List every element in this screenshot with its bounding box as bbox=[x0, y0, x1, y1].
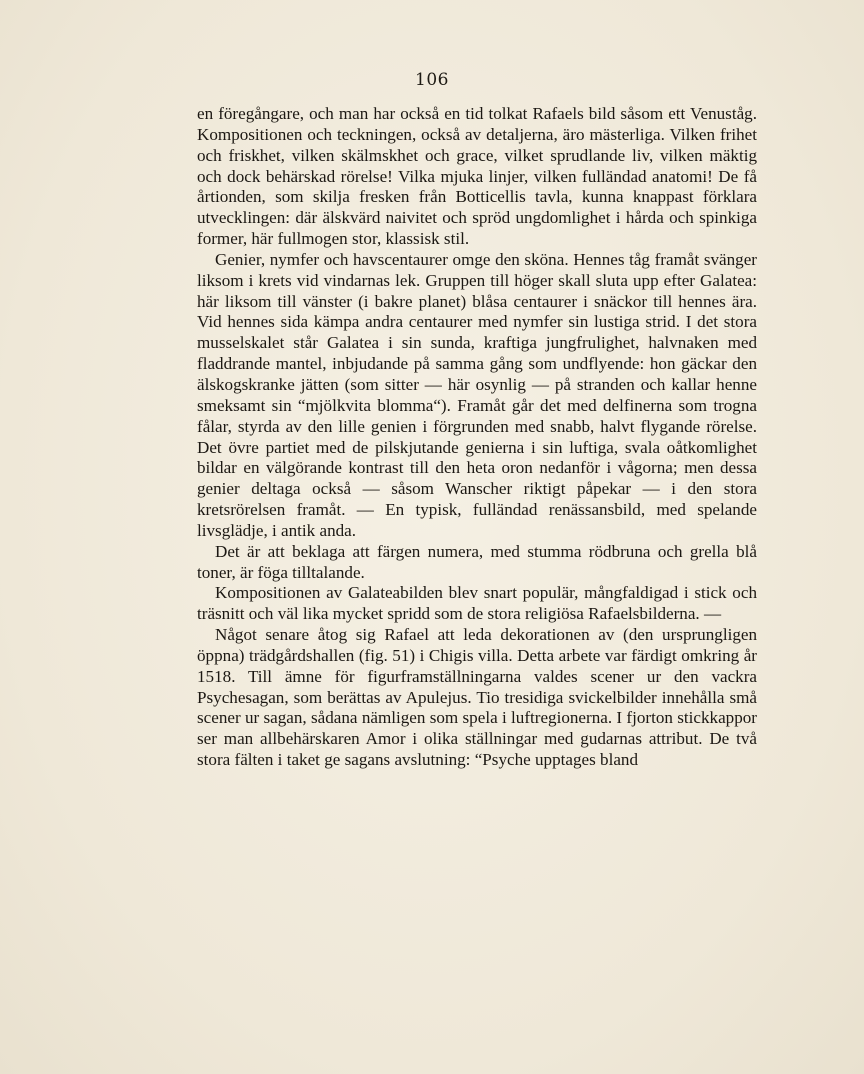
paragraph-3: Det är att beklaga att färgen numera, med stumma rödbruna och grella blå toner, är föga tilltalande. bbox=[197, 541, 757, 582]
body-text bbox=[197, 104, 757, 771]
paragraph-5: Något senare åtog sig Rafael att leda dekorationen av (den ursprungligen öppna) trädgårdshallen (fig. 51) i Chigis villa. Detta arbete var färdigt omkring år 1518. Till ämne för figurframställningarna valdes scener ur den vackra Psychesagan, som berättas av Apulejus. Tio tresidiga svickelbilder innehålla små scener ur sagan, sådana nämligen som spela i luftregionerna. I fjorton stickkappor ser man allbehärskaren Amor i olika ställningar med gudarnas attribut. De två stora fälten i taket ge sagans avslutning: “Psyche upptages bland bbox=[197, 625, 757, 770]
paragraph-4: Kompositionen av Galateabilden blev snart populär, mångfaldigad i stick och träsnitt och väl lika mycket spridd som de stora religiösa Rafaelsbilderna. — bbox=[197, 583, 757, 624]
page-number: 106 bbox=[415, 70, 449, 90]
paragraph-1: en föregångare, och man har också en tid tolkat Rafaels bild såsom ett Venuståg. Kompositionen och teckningen, också av detaljerna, äro mästerliga. Vilken frihet och friskhet, vilken skälmskhet och grace, vilket sprudlande liv, vilken mäktig och dock behärskad rörelse! Vilka mjuka linjer, vilken fulländad anatomi! De få årtionden, som skilja fresken från Botticellis tavla, kunna knappast förklara utvecklingen: där älskvärd naivitet och spröd ungdomlighet i hårda och spinkiga former, här fullmogen stor, klassisk stil. bbox=[197, 104, 757, 249]
paragraph-2: Genier, nymfer och havscentaurer omge den sköna. Hennes tåg framåt svänger liksom i krets vid vindarnas lek. Gruppen till höger skall sluta upp efter Galatea: här liksom till vänster (i bakre planet) blåsa centaurer i snäckor till hennes ära. Vid hennes sida kämpa andra centaurer med nymfer sin lustiga strid. I det stora musselskalet står Galatea i sin sunda, kraftiga jungfrulighet, halvnaken med fladdrande mantel, inbjudande på samma gång som undflyende: hon gäckar den älskogskranke jätten (som sitter — här osynlig — på stranden och kallar henne smeksamt sin “mjölkvita blomma“). Framåt går det med delfinerna som trogna fålar, styrda av den lille genien i förgrunden med snabb, halvt flygande rörelse. Det övre partiet med de pilskjutande genierna i sin luftiga, svala oåtkomlighet bildar en välgörande kontrast till den heta oron nedanför i vågorna; men dessa genier deltaga också — såsom Wanscher riktigt påpekar — i den stora kretsrörelsen framåt. — En typisk, fulländad renässansbild, med spelande livsglädje, i antik anda. bbox=[197, 249, 757, 540]
